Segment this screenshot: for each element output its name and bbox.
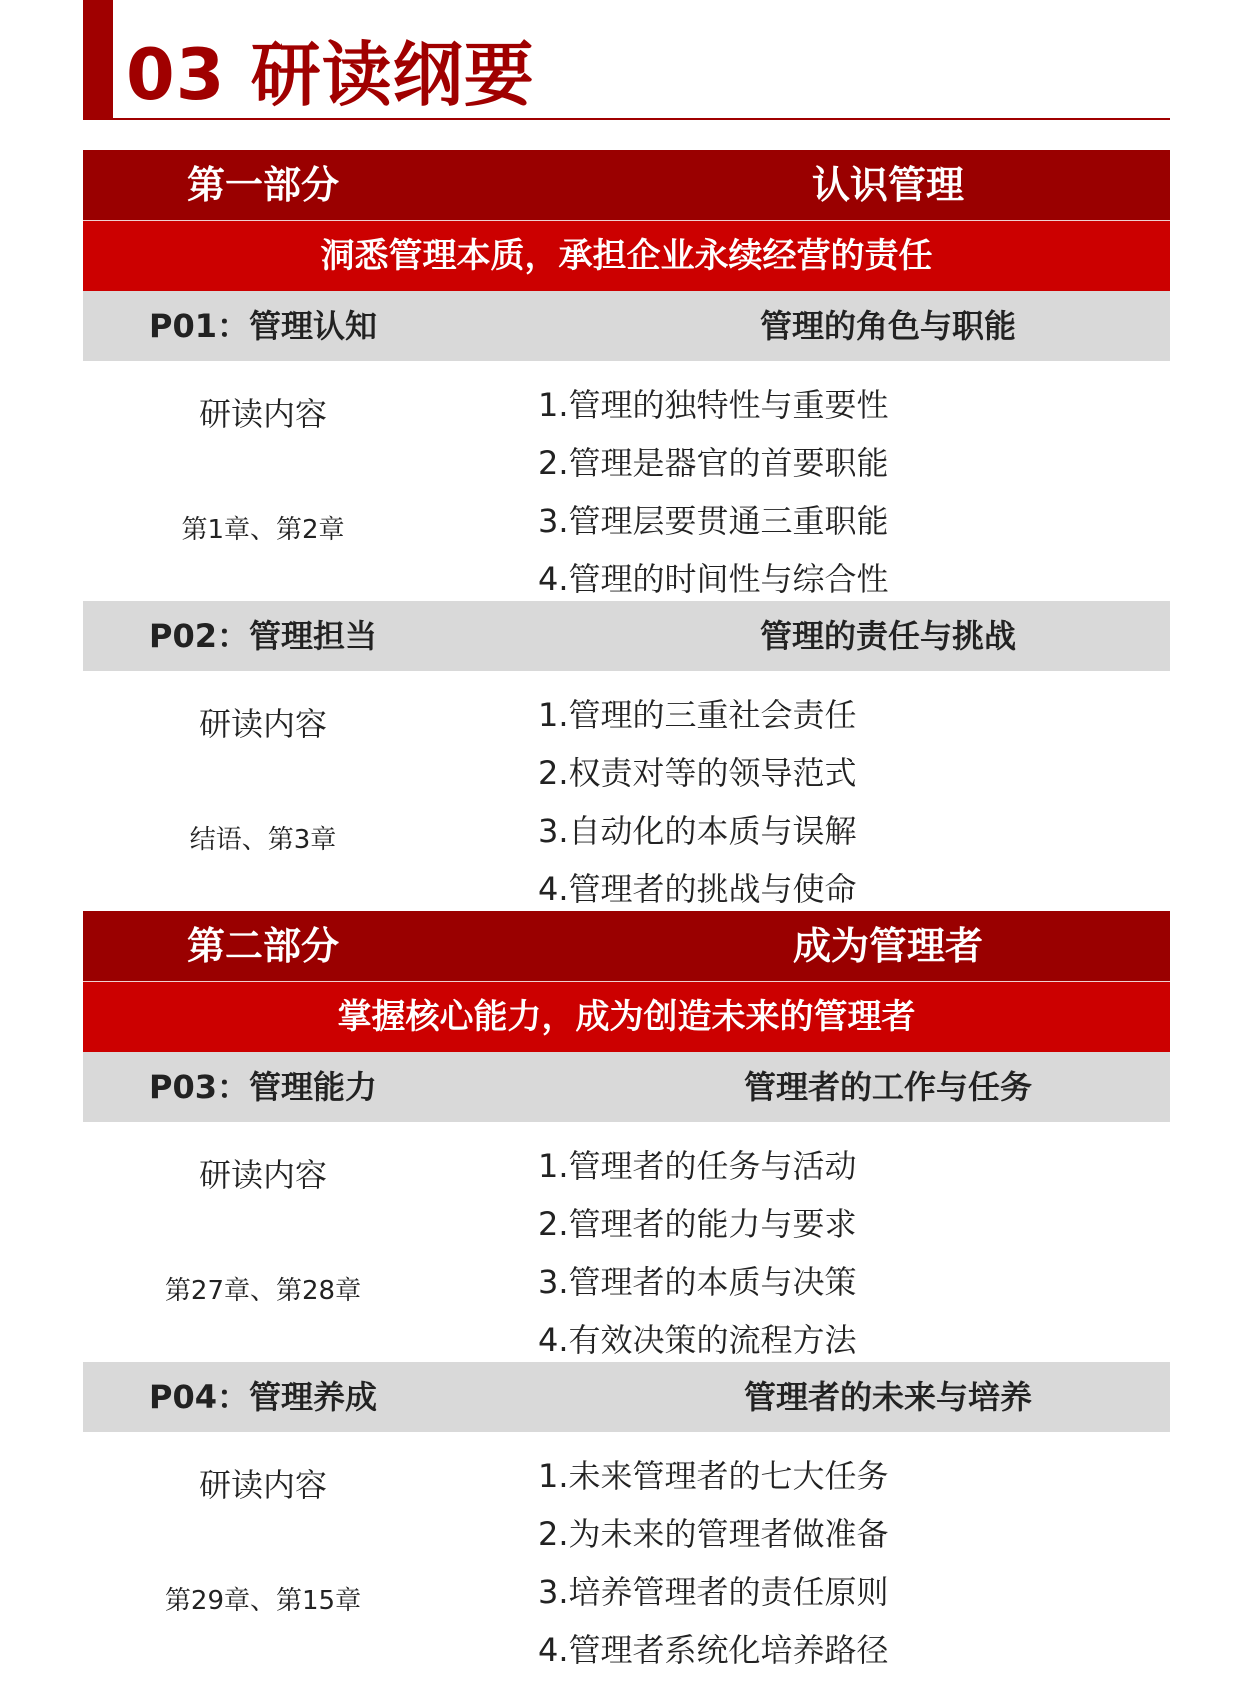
section-theme: 管理者的未来与培养 [743, 1378, 1032, 1416]
chapters-label: 结语、第3章 [189, 825, 337, 855]
section-body [83, 671, 1170, 911]
section-code: P02：管理担当 [149, 617, 377, 655]
part-header [83, 911, 1170, 981]
topic-list [538, 1452, 889, 1684]
part-label: 第一部分 [186, 163, 339, 207]
topic-item: 2.管理是器官的首要职能 [538, 444, 889, 482]
part-label: 第二部分 [186, 924, 339, 968]
topic-list [538, 1142, 857, 1374]
part-name: 成为管理者 [792, 924, 983, 968]
topic-item: 1.管理的三重社会责任 [538, 696, 857, 734]
content-label: 研读内容 [198, 1466, 327, 1504]
section-body [83, 1122, 1170, 1362]
content-label: 研读内容 [198, 705, 327, 743]
section-body [83, 1432, 1170, 1672]
topic-item: 1.管理者的任务与活动 [538, 1147, 857, 1185]
topic-item: 3.管理者的本质与决策 [538, 1263, 857, 1301]
section-code: P01：管理认知 [149, 307, 377, 345]
topic-item: 3.管理层要贯通三重职能 [538, 502, 889, 540]
section-code: P03：管理能力 [149, 1068, 377, 1106]
part-name: 认识管理 [811, 163, 964, 207]
topic-item: 1.管理的独特性与重要性 [538, 386, 889, 424]
section-theme: 管理者的工作与任务 [743, 1068, 1032, 1106]
section-code: P04：管理养成 [149, 1378, 377, 1416]
section-theme: 管理的责任与挑战 [759, 617, 1016, 655]
part-subtitle: 洞悉管理本质，承担企业永续经营的责任 [83, 220, 1170, 291]
topic-item: 2.管理者的能力与要求 [538, 1205, 857, 1243]
section-header [83, 291, 1170, 361]
section-header [83, 1052, 1170, 1122]
topic-item: 4.有效决策的流程方法 [538, 1321, 857, 1359]
title-divider [113, 118, 1170, 120]
topic-item: 1.未来管理者的七大任务 [538, 1457, 889, 1495]
outline-table [83, 150, 1170, 1672]
part-subtitle: 掌握核心能力，成为创造未来的管理者 [83, 981, 1170, 1052]
section-body [83, 361, 1170, 601]
title-accent-bar [83, 0, 113, 120]
topic-item: 2.为未来的管理者做准备 [538, 1515, 889, 1553]
topic-item: 3.自动化的本质与误解 [538, 812, 857, 850]
topic-item: 4.管理的时间性与综合性 [538, 560, 889, 598]
topic-item: 2.权责对等的领导范式 [538, 754, 857, 792]
topic-item: 3.培养管理者的责任原则 [538, 1573, 889, 1611]
chapters-label: 第29章、第15章 [164, 1586, 362, 1616]
section-header [83, 1362, 1170, 1432]
content-label: 研读内容 [198, 395, 327, 433]
topic-item: 4.管理者的挑战与使命 [538, 870, 857, 908]
section-header [83, 601, 1170, 671]
topic-list [538, 691, 857, 923]
page-title: 03 研读纲要 [126, 34, 535, 116]
part-header [83, 150, 1170, 220]
chapters-label: 第1章、第2章 [181, 515, 345, 545]
chapters-label: 第27章、第28章 [164, 1276, 362, 1306]
section-theme: 管理的角色与职能 [759, 307, 1016, 345]
topic-list [538, 381, 889, 613]
content-label: 研读内容 [198, 1156, 327, 1194]
topic-item: 4.管理者系统化培养路径 [538, 1631, 889, 1669]
